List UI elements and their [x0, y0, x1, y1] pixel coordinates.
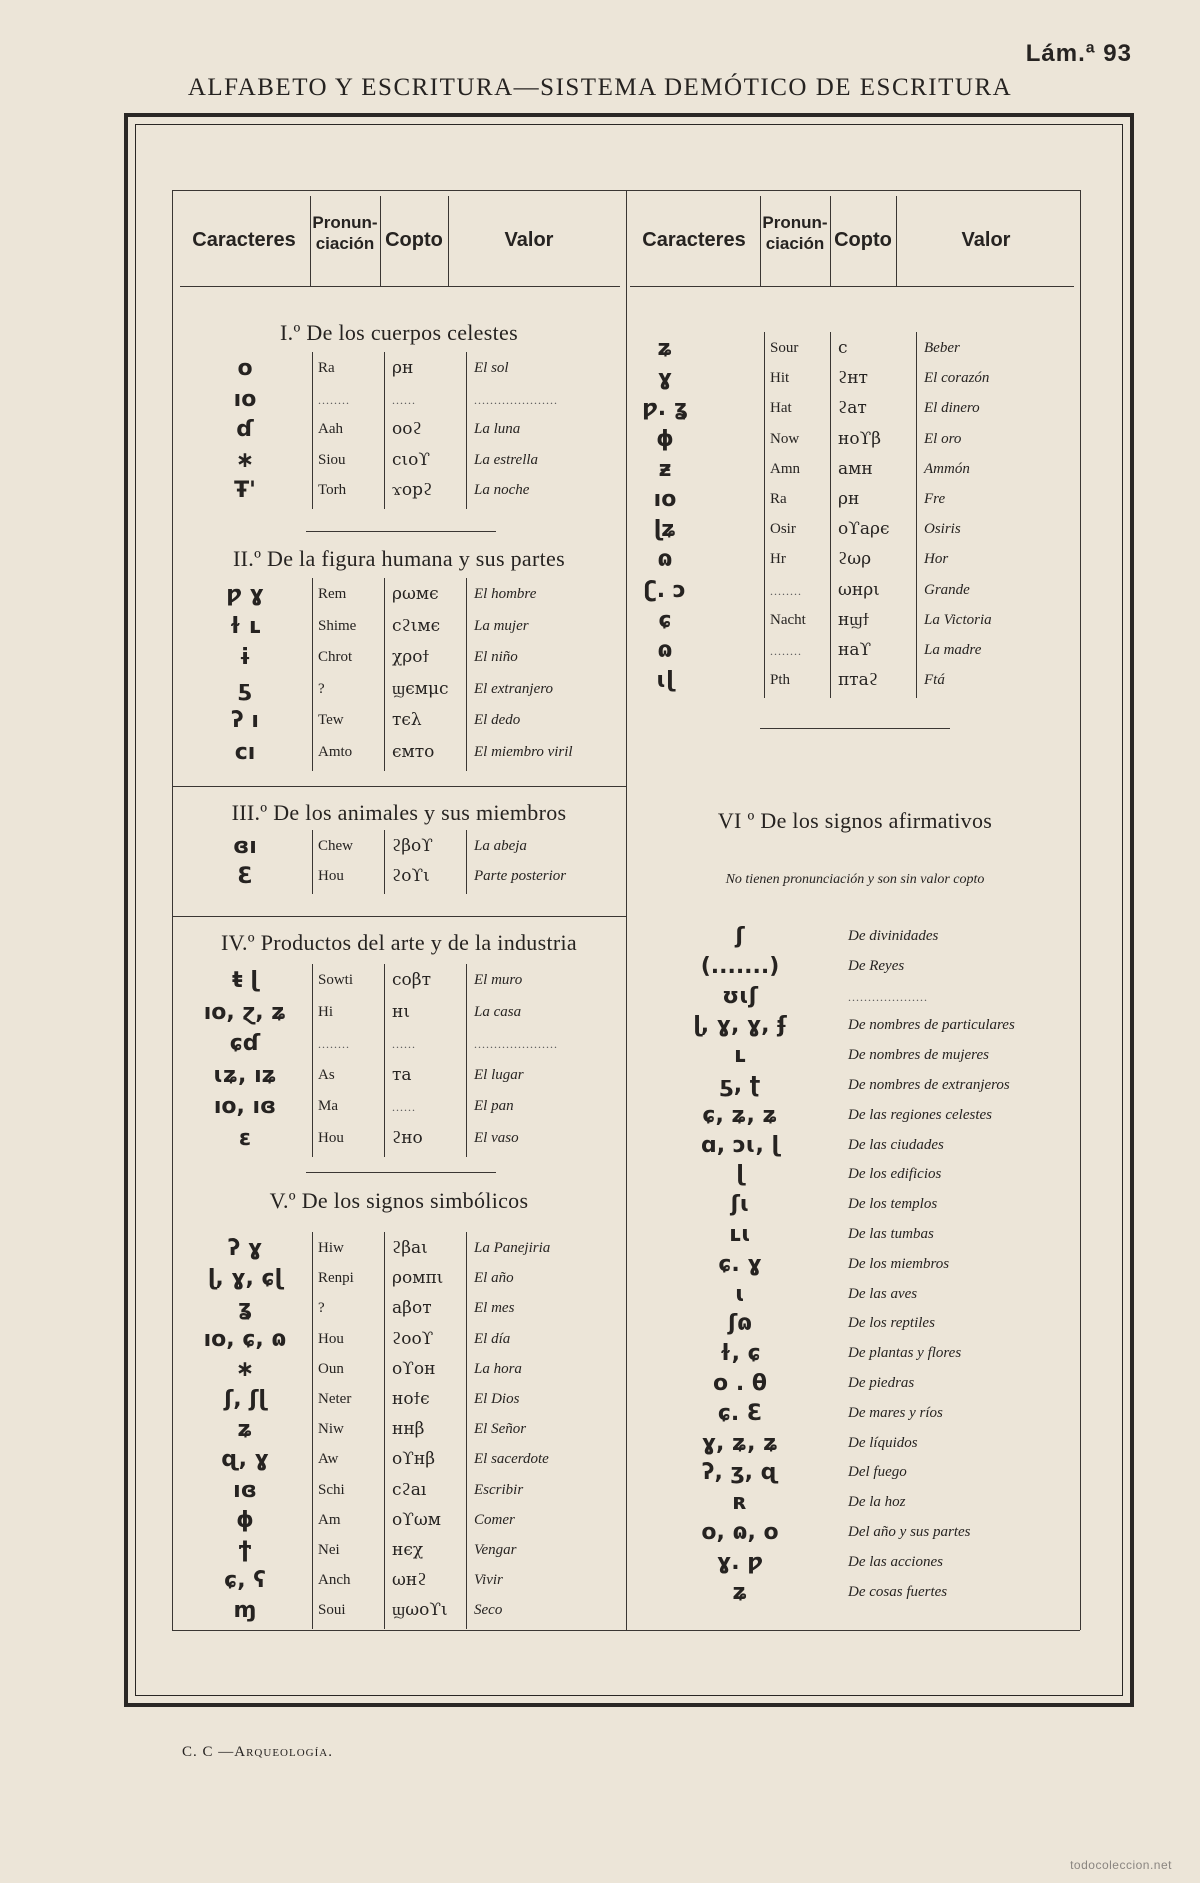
s5-row-value: El mes	[474, 1300, 515, 1317]
s6-row-symbol: o, ɷ, o	[701, 1520, 779, 1545]
column-rule	[466, 352, 467, 509]
s5-row-coptic: ρoмπι	[392, 1268, 444, 1289]
s3-row-coptic: ϩoϒι	[392, 866, 430, 886]
s2-row-symbol: ʔ ı	[231, 708, 259, 733]
s6-row-value: De divinidades	[848, 928, 939, 944]
s6-row-value: De líquidos	[848, 1434, 918, 1451]
s6-row-symbol: ʀ	[732, 1490, 748, 1516]
s3-row-pronunciation: Hou	[318, 868, 344, 884]
header-valor-left: Valor	[504, 229, 554, 251]
column-rule	[466, 964, 467, 1157]
s2-row-pronunciation: Chrot	[318, 649, 353, 665]
right-row-coptic: нaϒ	[838, 640, 872, 660]
column-rule	[312, 578, 313, 771]
s4-row-pronunciation: Ma	[318, 1098, 338, 1114]
s5-row-symbol: ʃ, ʃɭ	[224, 1387, 266, 1412]
s1-row-pronunciation: Ra	[318, 360, 335, 376]
s6-row-symbol: ʃɩ	[730, 1192, 750, 1218]
s6-row-value: De cosas fuertes	[848, 1583, 948, 1600]
s5-row-symbol: ʑ	[237, 1417, 253, 1443]
watermark: todocoleccion.net	[1070, 1858, 1172, 1872]
header-pronunciacion-right: Pronun- ciación	[762, 213, 828, 254]
s6-row-symbol: ɭ, ɣ, ɣ, ʄ	[693, 1013, 787, 1039]
right-row-pronunciation: Hit	[770, 370, 790, 387]
s6-row-symbol: ʊɩʃ	[722, 983, 758, 1009]
s1-row-coptic: cιoϒ	[392, 449, 431, 470]
s1-row-value: La luna	[474, 421, 521, 437]
right-row-pronunciation: Nacht	[770, 611, 806, 628]
s5-row-coptic: ннβ	[392, 1419, 425, 1440]
s6-row-value: De las tumbas	[848, 1226, 934, 1242]
s5-row-symbol: ɭ, ɣ, ɕɭ	[207, 1266, 283, 1292]
s6-row-value-blank: ....................	[848, 989, 928, 1004]
right-row-coptic: ϩωρ	[838, 549, 872, 570]
right-row-coptic: aмн	[838, 458, 873, 479]
s6-row-value: De nombres de extranjeros	[848, 1077, 1010, 1093]
s5-row-pronunciation: Neter	[318, 1391, 352, 1407]
s6-row-value: De los miembros	[848, 1255, 950, 1272]
s2-row-symbol: ƽ	[237, 676, 253, 702]
s1-row-symbol: ɗ	[236, 417, 254, 442]
s3-row-value: La abeja	[474, 838, 527, 854]
section-title-simbolicos: V.º De los signos simbólicos	[269, 1188, 529, 1213]
s5-row-value: El día	[474, 1330, 511, 1347]
s4-row-symbol: ɕɗ	[229, 1031, 261, 1056]
s1-row-coptic: ρн	[392, 358, 414, 378]
s5-row-value: El año	[474, 1270, 514, 1287]
right-row-pronunciation: Hr	[770, 551, 786, 568]
s1-row-pronunciation-blank: ........	[318, 392, 350, 407]
s6-row-value: De los edificios	[848, 1166, 942, 1183]
column-rule	[830, 332, 831, 698]
s3-row-value: Parte posterior	[474, 868, 567, 884]
s5-row-coptic: нєχ	[392, 1540, 424, 1560]
s5-row-pronunciation: Anch	[318, 1572, 351, 1589]
column-rule	[312, 352, 313, 509]
right-row-symbol: ɩɭ	[656, 668, 674, 694]
right-row-coptic: ωнρι	[838, 579, 880, 600]
s2-row-value: El dedo	[474, 712, 521, 728]
column-rule	[384, 964, 385, 1157]
s2-row-value: El hombre	[474, 586, 537, 602]
s5-row-symbol: ıo, ɕ, ɷ	[203, 1326, 287, 1352]
s4-row-symbol: ıo, ɀ, ʑ	[203, 999, 287, 1025]
s6-row-symbol: ɕ. ɣ	[718, 1251, 762, 1277]
s2-row-pronunciation: Amto	[318, 743, 353, 760]
s5-row-pronunciation: Aw	[318, 1451, 339, 1468]
header-valor-right: Valor	[961, 229, 1011, 251]
right-row-symbol: ıo	[653, 487, 677, 512]
s5-row-coptic: oϒωм	[392, 1509, 441, 1530]
right-row-coptic: ρн	[838, 489, 860, 509]
s4-row-symbol: ɛ	[238, 1125, 252, 1151]
section-title-productos: IV.º Productos del arte y de la industria	[221, 930, 577, 955]
s5-row-value: Vivir	[474, 1572, 503, 1589]
column-rule	[312, 1232, 313, 1629]
s4-row-value: El vaso	[474, 1129, 519, 1146]
s2-row-value: El extranjero	[474, 680, 554, 697]
s1-row-symbol: ∗	[235, 447, 255, 473]
s2-row-symbol: ɫ ʟ	[229, 613, 261, 639]
s2-row-pronunciation: Tew	[318, 712, 344, 728]
right-row-symbol: ʑ	[657, 336, 673, 361]
s4-row-coptic-blank: ......	[392, 1100, 416, 1114]
s4-row-symbol: ŧ ɭ	[232, 968, 258, 993]
column-rule	[764, 332, 765, 698]
section-note-afirmativos: No tienen pronunciación y son sin valor copto	[725, 872, 985, 887]
header-copto-right: Copto	[834, 229, 892, 251]
right-row-value: Fre	[924, 491, 946, 507]
s5-row-value: El sacerdote	[474, 1451, 549, 1468]
s4-row-symbol: ıo, ıɞ	[213, 1094, 277, 1119]
s5-row-coptic: нoϯє	[392, 1389, 430, 1409]
s4-row-value: El lugar	[474, 1066, 524, 1083]
s5-row-pronunciation: Hou	[318, 1330, 344, 1347]
s6-row-symbol: ʔ, ʒ, ɋ	[701, 1460, 779, 1486]
s5-row-value: Vengar	[474, 1542, 517, 1558]
right-row-symbol: ɕ	[658, 607, 672, 633]
right-row-pronunciation-blank: ........	[770, 644, 802, 658]
s5-row-pronunciation: Soui	[318, 1602, 346, 1619]
s6-row-symbol: o . θ	[713, 1371, 767, 1396]
column-rule	[916, 332, 917, 698]
s6-row-symbol: ʟ	[734, 1043, 746, 1069]
s5-row-coptic: ωнϩ	[392, 1570, 427, 1591]
s5-row-coptic: aβoт	[392, 1298, 432, 1319]
s6-row-symbol: ɭ	[736, 1162, 744, 1188]
column-rule	[312, 964, 313, 1157]
right-row-pronunciation: Amn	[770, 460, 800, 477]
s5-row-coptic: ϩooϒ	[392, 1328, 434, 1349]
s5-row-pronunciation: Niw	[318, 1421, 344, 1438]
right-row-value: Ammón	[924, 460, 970, 477]
column-rule	[466, 578, 467, 771]
s5-row-symbol: ɕ, ʕ	[224, 1568, 266, 1594]
right-row-value: Ftá	[924, 672, 945, 689]
right-row-value: Osiris	[924, 521, 961, 538]
s2-row-symbol: ɨ	[239, 645, 251, 670]
s5-row-symbol: ʓ	[237, 1296, 253, 1322]
right-row-coptic: ϩнт	[838, 368, 868, 389]
right-row-value: El dinero	[924, 400, 980, 417]
plate-number: Lám.ª 93	[1025, 40, 1132, 67]
s6-row-symbol: ʟɩ	[729, 1222, 751, 1247]
header-pronunciacion-left: Pronun- ciación	[312, 213, 378, 254]
s2-row-pronunciation: Rem	[318, 586, 347, 602]
s1-row-pronunciation: Torh	[318, 482, 347, 498]
s1-row-pronunciation: Siou	[318, 451, 346, 468]
s6-row-value: De las regiones celestes	[848, 1106, 992, 1123]
s5-row-pronunciation: ?	[318, 1300, 325, 1317]
s6-row-value: De los reptiles	[848, 1315, 935, 1332]
s4-row-pronunciation: Hou	[318, 1129, 344, 1146]
s6-row-symbol: ɩ	[735, 1281, 745, 1307]
s4-row-coptic: нι	[392, 1001, 410, 1022]
section-title-afirmativos: VI º De los signos afirmativos	[717, 808, 993, 833]
s6-row-value: Del fuego	[848, 1464, 907, 1481]
s1-row-value-blank: .....................	[474, 392, 558, 407]
right-row-symbol: ɸ	[656, 426, 674, 452]
s2-row-value: El miembro viril	[474, 743, 573, 760]
section-title-animales: III.º De los animales y sus miembros	[231, 800, 567, 825]
s5-row-value: El Dios	[474, 1391, 520, 1407]
s3-row-pronunciation: Chew	[318, 838, 353, 854]
column-rule	[384, 352, 385, 509]
s5-row-coptic: cϩaı	[392, 1479, 427, 1500]
s6-row-symbol: ɕ, ʑ, ʑ	[702, 1102, 778, 1128]
s4-row-coptic: тa	[392, 1064, 412, 1085]
s2-row-coptic: тєλ	[392, 710, 422, 730]
header-caracteres-left: Caracteres	[192, 229, 296, 251]
right-row-pronunciation: Pth	[770, 672, 791, 689]
column-rule	[384, 578, 385, 771]
s5-row-value: Escribir	[474, 1481, 524, 1498]
s5-row-symbol: ɋ, ɣ	[221, 1447, 269, 1473]
header-caracteres-right: Caracteres	[642, 229, 746, 251]
s1-row-value: La noche	[474, 482, 530, 498]
right-row-value: La Victoria	[924, 611, 992, 628]
s6-row-symbol: ɫ, ɕ	[719, 1341, 761, 1367]
s5-row-pronunciation: Nei	[318, 1542, 340, 1558]
right-row-pronunciation: Ra	[770, 491, 787, 507]
s5-row-pronunciation: Am	[318, 1511, 341, 1528]
right-row-pronunciation-blank: ........	[770, 583, 802, 598]
right-row-coptic: ϩaт	[838, 398, 867, 419]
right-row-symbol: ʗ. ɔ	[644, 577, 686, 603]
s4-row-symbol: ɩʑ, ıʑ	[213, 1062, 277, 1088]
s4-row-coptic: coβт	[392, 970, 431, 990]
section-title-celestes: I.º De los cuerpos celestes	[280, 320, 518, 345]
column-rule	[312, 830, 313, 894]
s5-row-coptic: ϩβaι	[392, 1238, 428, 1258]
s6-row-value: Del año y sus partes	[848, 1524, 971, 1540]
s5-row-value: La hora	[474, 1360, 522, 1377]
right-row-symbol: ɭʑ	[653, 517, 677, 543]
s6-row-value: De plantas y flores	[848, 1345, 962, 1362]
s4-row-coptic: ϩнo	[392, 1127, 423, 1148]
s3-row-symbol: ɞı	[233, 834, 257, 859]
s4-row-pronunciation: Sowti	[318, 972, 354, 988]
s6-row-symbol: (.......)	[700, 953, 780, 979]
s6-row-value: De nombres de particulares	[848, 1017, 1015, 1034]
s2-row-pronunciation: ?	[318, 680, 325, 697]
s6-row-value: De nombres de mujeres	[848, 1047, 989, 1064]
right-row-coptic: нoϒβ	[838, 428, 882, 449]
s5-row-symbol: ϯ	[238, 1538, 252, 1563]
s5-row-pronunciation: Oun	[318, 1360, 344, 1377]
s4-row-pronunciation-blank: ........	[318, 1037, 350, 1051]
s2-row-coptic: ρωмє	[392, 584, 439, 604]
s6-row-value: De piedras	[848, 1375, 915, 1391]
column-rule	[384, 1232, 385, 1629]
s5-row-coptic: oϒнβ	[392, 1449, 436, 1470]
s6-row-symbol: ʃ	[735, 924, 745, 949]
s5-row-coptic: ϣωoϒι	[392, 1600, 448, 1621]
right-row-symbol: ɷ	[657, 638, 673, 663]
s5-row-value: Comer	[474, 1511, 515, 1528]
s6-row-symbol: ƽ, ʈ	[719, 1073, 761, 1098]
s2-row-coptic: ємтo	[392, 741, 435, 762]
s5-row-value: El Señor	[474, 1421, 527, 1438]
s6-row-value: De mares y ríos	[848, 1404, 943, 1421]
s5-row-pronunciation: Renpi	[318, 1270, 354, 1287]
s4-row-value: El muro	[474, 972, 523, 988]
s1-row-symbol: ıo	[233, 386, 257, 412]
s5-row-symbol: ∗	[235, 1356, 255, 1382]
right-row-pronunciation: Now	[770, 430, 800, 447]
s5-row-coptic: oϒoн	[392, 1358, 436, 1379]
page-title: ALFABETO Y ESCRITURA—SISTEMA DEMÓTICO DE ESCRITURA	[187, 74, 1013, 101]
s3-row-coptic: ϩβoϒ	[392, 836, 433, 856]
right-row-coptic: πтaϩ	[838, 670, 878, 691]
s6-row-symbol: ɕ. Ɛ	[717, 1400, 763, 1426]
s2-row-symbol: ⅽı	[234, 739, 256, 765]
s1-row-value: El sol	[474, 360, 509, 376]
s2-row-symbol: ƿ ɣ	[226, 582, 264, 607]
s4-row-value-blank: .....................	[474, 1037, 558, 1051]
column-rule	[466, 1232, 467, 1629]
s5-row-value: La Panejiria	[474, 1240, 551, 1256]
right-row-symbol: ƿ. ʓ	[642, 396, 688, 422]
s6-row-symbol: ʃɷ	[727, 1311, 753, 1337]
s5-row-value: Seco	[474, 1602, 503, 1619]
s1-row-coptic: ϫopϩ	[392, 480, 433, 500]
right-row-value: El oro	[924, 430, 962, 447]
right-row-coptic: c	[838, 338, 848, 358]
s6-row-symbol: ɣ, ʑ, ʑ	[701, 1430, 779, 1456]
section-title-figura-humana: II.º De la figura humana y sus partes	[233, 546, 565, 571]
s4-row-pronunciation: Hi	[318, 1003, 333, 1020]
column-rule	[466, 830, 467, 894]
right-row-symbol: ƶ	[658, 456, 672, 482]
s4-row-value: La casa	[474, 1003, 522, 1020]
s5-row-symbol: ɸ	[236, 1507, 254, 1533]
s6-row-symbol: ɑ, ɔɩ, ɭ	[700, 1132, 780, 1158]
right-row-value: Beber	[924, 340, 960, 356]
right-row-value: El corazón	[924, 370, 990, 387]
s1-row-symbol: o	[237, 356, 253, 381]
s6-row-value: De las ciudades	[848, 1136, 944, 1153]
s6-row-value: De la hoz	[848, 1494, 906, 1511]
s2-row-pronunciation: Shime	[318, 617, 357, 634]
s2-row-coptic: χρoϯ	[392, 647, 430, 667]
s1-row-pronunciation: Aah	[318, 421, 343, 437]
header-copto-left: Copto	[385, 229, 443, 251]
right-row-coptic: oϒaρє	[838, 519, 890, 540]
s6-row-symbol: ʑ	[732, 1579, 748, 1605]
s6-row-symbol: ɣ. ƿ	[717, 1549, 763, 1575]
s2-row-coptic: cϩιмє	[392, 615, 441, 636]
right-row-value: Hor	[924, 551, 949, 568]
right-row-value: Grande	[924, 581, 970, 598]
s5-row-pronunciation: Schi	[318, 1481, 345, 1498]
footer: C. C —Arqueología.	[182, 1744, 333, 1760]
right-row-pronunciation: Hat	[770, 400, 792, 417]
s1-row-coptic: ooϩ	[392, 419, 422, 439]
s6-row-value: De las acciones	[848, 1553, 943, 1570]
s3-row-symbol: Ɛ	[237, 864, 253, 889]
s5-row-symbol: ɱ	[233, 1598, 257, 1624]
column-rule	[384, 830, 385, 894]
s2-row-value: El niño	[474, 649, 518, 665]
right-row-pronunciation: Sour	[770, 340, 799, 356]
right-row-symbol: ɷ	[657, 547, 673, 573]
s1-row-value: La estrella	[474, 451, 539, 468]
s6-row-value: De Reyes	[848, 957, 905, 974]
s4-row-value: El pan	[474, 1098, 514, 1114]
right-row-value: La madre	[924, 642, 982, 658]
s6-row-value: De los templos	[848, 1196, 938, 1213]
s5-row-symbol: ʔ ɣ	[227, 1236, 263, 1261]
s2-row-value: La mujer	[474, 617, 529, 634]
right-row-symbol: ɣ	[657, 366, 673, 392]
right-row-pronunciation: Osir	[770, 521, 796, 538]
s1-row-coptic-blank: ......	[392, 392, 416, 407]
s1-row-symbol: Ŧ'	[234, 478, 256, 503]
s5-row-symbol: ıɞ	[233, 1477, 257, 1503]
s6-row-value: De las aves	[848, 1285, 918, 1302]
s2-row-coptic: ϣємμc	[392, 678, 449, 699]
s5-row-pronunciation: Hiw	[318, 1240, 344, 1256]
right-row-coptic: нϣϯ	[838, 609, 870, 630]
s4-row-coptic-blank: ......	[392, 1037, 416, 1051]
s4-row-pronunciation: As	[318, 1066, 335, 1083]
